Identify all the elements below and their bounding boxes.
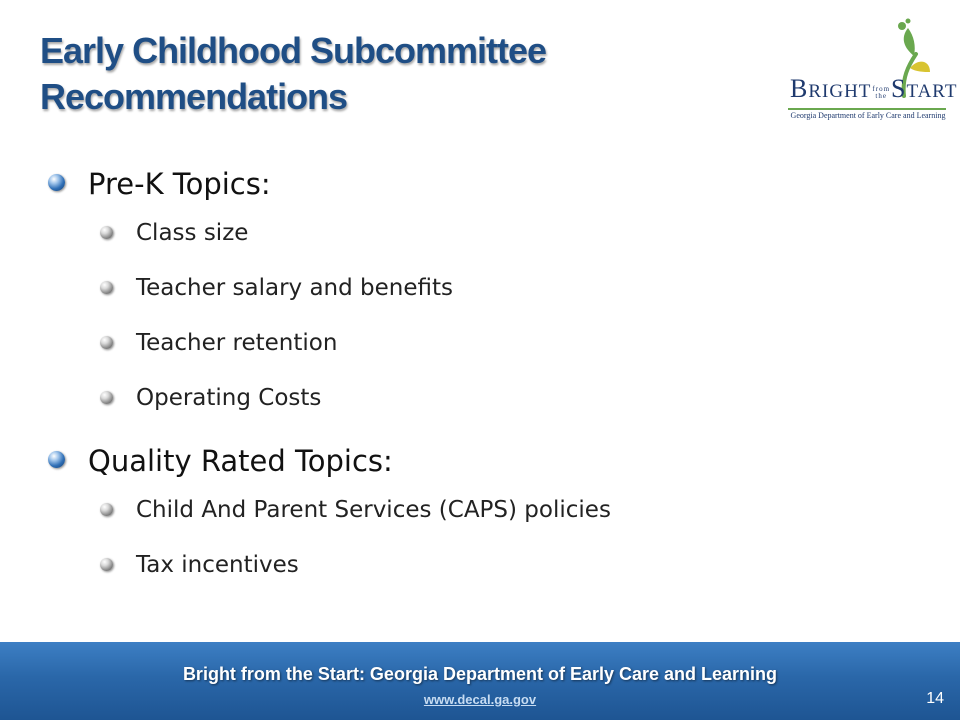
title-line-2: Recommendations: [40, 76, 348, 117]
footer-org: Bright from the Start: Georgia Department of Early Care and Learning: [182, 664, 778, 684]
list-item: Operating Costs: [48, 383, 908, 413]
bullet-icon: [48, 174, 65, 191]
logo-subtitle: Georgia Department of Early Care and Learning: [790, 111, 946, 120]
footer-bar: [0, 642, 960, 720]
list-item: Teacher retention: [48, 328, 908, 358]
list-item: Teacher salary and benefits: [48, 273, 908, 303]
bullet-content: [48, 165, 908, 580]
section-heading: Quality Rated Topics:: [48, 442, 908, 480]
title-line-1: Early Childhood Subcommittee: [40, 30, 547, 71]
bullet-icon: [100, 336, 113, 349]
bullet-icon: [100, 503, 113, 516]
list-item: Class size: [48, 218, 908, 248]
list-item: Child And Parent Services (CAPS) policies: [48, 495, 908, 525]
bullet-icon: [48, 451, 65, 468]
bright-from-the-start-logo: [786, 18, 958, 130]
bullet-icon: [100, 558, 113, 571]
footer-link-row: [0, 689, 960, 708]
bullet-icon: [100, 281, 113, 294]
logo-rule: [788, 108, 946, 110]
page-number: 14: [926, 690, 944, 707]
bullet-icon: [100, 391, 113, 404]
website-link[interactable]: www.decal.ga.gov: [423, 692, 537, 707]
bullet-icon: [100, 226, 113, 239]
slide-title: [40, 28, 720, 120]
section-heading: Pre-K Topics:: [48, 165, 908, 203]
logo-wordmark: BRIGHTfrom the START: [790, 74, 958, 103]
list-item: Tax incentives: [48, 550, 908, 580]
